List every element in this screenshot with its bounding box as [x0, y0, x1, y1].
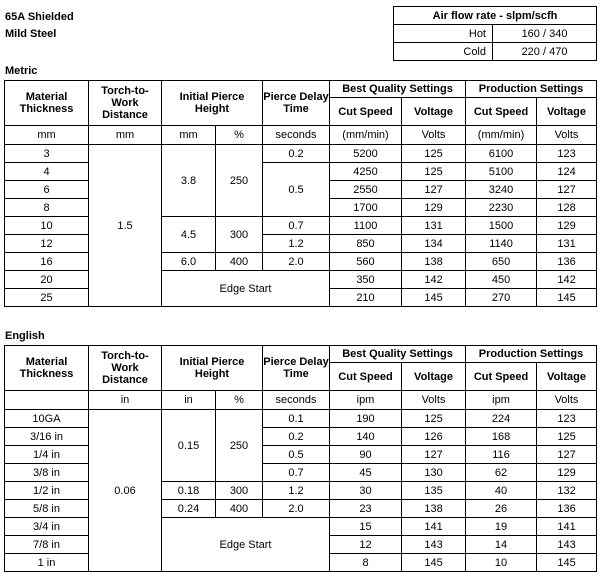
col-p-voltage: Voltage	[537, 363, 597, 391]
thickness-cell: 10GA	[5, 410, 89, 428]
bq-voltage-cell: 129	[402, 199, 466, 217]
unit-pierce: mm	[162, 126, 216, 145]
bq-voltage-cell: 131	[402, 217, 466, 235]
pierce-pct-cell: 400	[216, 253, 263, 271]
delay-cell: 2.0	[263, 253, 330, 271]
p-speed-cell: 168	[466, 428, 537, 446]
p-speed-cell: 450	[466, 271, 537, 289]
bq-speed-cell: 210	[330, 289, 402, 307]
thickness-cell: 3	[5, 145, 89, 163]
p-speed-cell: 62	[466, 464, 537, 482]
bq-voltage-cell: 143	[402, 536, 466, 554]
pierce-height-cell: 0.18	[162, 482, 216, 500]
bq-speed-cell: 45	[330, 464, 402, 482]
metric-section-label: Metric	[5, 65, 38, 77]
col-p-cut-speed: Cut Speed	[466, 363, 537, 391]
p-speed-cell: 1140	[466, 235, 537, 253]
unit-delay: seconds	[263, 391, 330, 410]
unit-pierce: in	[162, 391, 216, 410]
p-voltage-cell: 129	[537, 464, 597, 482]
unit-delay: seconds	[263, 126, 330, 145]
metric-table	[4, 80, 597, 307]
bq-voltage-cell: 145	[402, 554, 466, 572]
table-row	[5, 410, 597, 428]
bq-voltage-cell: 135	[402, 482, 466, 500]
unit-p-speed: ipm	[466, 391, 537, 410]
unit-pct: %	[216, 126, 263, 145]
p-voltage-cell: 143	[537, 536, 597, 554]
col-torch-to-work: Torch-to-Work Distance	[89, 346, 162, 391]
col-best-quality: Best Quality Settings	[330, 81, 466, 98]
thickness-cell: 7/8 in	[5, 536, 89, 554]
p-voltage-cell: 123	[537, 145, 597, 163]
unit-bq-speed: ipm	[330, 391, 402, 410]
p-speed-cell: 3240	[466, 181, 537, 199]
pierce-pct-cell: 400	[216, 500, 263, 518]
p-voltage-cell: 125	[537, 428, 597, 446]
bq-speed-cell: 15	[330, 518, 402, 536]
p-speed-cell: 224	[466, 410, 537, 428]
airflow-table	[393, 6, 597, 61]
edge-start-cell: Edge Start	[162, 518, 330, 572]
col-p-voltage: Voltage	[537, 98, 597, 126]
pierce-height-cell: 4.5	[162, 217, 216, 253]
delay-cell: 1.2	[263, 235, 330, 253]
airflow-hot-value: 160 / 340	[493, 25, 597, 43]
unit-p-voltage: Volts	[537, 126, 597, 145]
unit-p-voltage: Volts	[537, 391, 597, 410]
p-speed-cell: 19	[466, 518, 537, 536]
thickness-cell: 1 in	[5, 554, 89, 572]
col-p-cut-speed: Cut Speed	[466, 98, 537, 126]
p-speed-cell: 1500	[466, 217, 537, 235]
pierce-height-cell: 6.0	[162, 253, 216, 271]
bq-speed-cell: 8	[330, 554, 402, 572]
bq-speed-cell: 4250	[330, 163, 402, 181]
p-speed-cell: 26	[466, 500, 537, 518]
unit-bq-voltage: Volts	[402, 126, 466, 145]
delay-cell: 0.5	[263, 163, 330, 217]
bq-voltage-cell: 125	[402, 163, 466, 181]
thickness-cell: 3/16 in	[5, 428, 89, 446]
unit-thickness: mm	[5, 126, 89, 145]
bq-voltage-cell: 126	[402, 428, 466, 446]
p-speed-cell: 14	[466, 536, 537, 554]
pierce-pct-cell: 250	[216, 145, 263, 217]
bq-speed-cell: 850	[330, 235, 402, 253]
p-voltage-cell: 142	[537, 271, 597, 289]
bq-voltage-cell: 125	[402, 410, 466, 428]
bq-voltage-cell: 127	[402, 181, 466, 199]
bq-speed-cell: 190	[330, 410, 402, 428]
pierce-height-cell: 0.15	[162, 410, 216, 482]
p-voltage-cell: 136	[537, 253, 597, 271]
p-voltage-cell: 145	[537, 554, 597, 572]
p-voltage-cell: 127	[537, 446, 597, 464]
table-row	[5, 145, 597, 163]
torch-distance-cell: 1.5	[89, 145, 162, 307]
bq-voltage-cell: 127	[402, 446, 466, 464]
bq-voltage-cell: 145	[402, 289, 466, 307]
bq-speed-cell: 12	[330, 536, 402, 554]
delay-cell: 0.7	[263, 464, 330, 482]
airflow-cold-value: 220 / 470	[493, 43, 597, 61]
thickness-cell: 5/8 in	[5, 500, 89, 518]
col-production: Production Settings	[466, 81, 597, 98]
col-bq-voltage: Voltage	[402, 363, 466, 391]
english-section-label: English	[5, 330, 45, 342]
col-pierce-delay: Pierce Delay Time	[263, 346, 330, 391]
bq-speed-cell: 350	[330, 271, 402, 289]
p-speed-cell: 10	[466, 554, 537, 572]
delay-cell: 0.1	[263, 410, 330, 428]
airflow-title: Air flow rate - slpm/scfh	[394, 7, 597, 25]
col-best-quality: Best Quality Settings	[330, 346, 466, 363]
edge-start-cell: Edge Start	[162, 271, 330, 307]
process-title: 65A Shielded	[5, 11, 74, 23]
thickness-cell: 3/8 in	[5, 464, 89, 482]
delay-cell: 1.2	[263, 482, 330, 500]
thickness-cell: 3/4 in	[5, 518, 89, 536]
unit-p-speed: (mm/min)	[466, 126, 537, 145]
bq-voltage-cell: 142	[402, 271, 466, 289]
p-voltage-cell: 131	[537, 235, 597, 253]
p-speed-cell: 270	[466, 289, 537, 307]
p-voltage-cell: 124	[537, 163, 597, 181]
thickness-cell: 16	[5, 253, 89, 271]
thickness-cell: 12	[5, 235, 89, 253]
thickness-cell: 6	[5, 181, 89, 199]
delay-cell: 0.7	[263, 217, 330, 235]
col-production: Production Settings	[466, 346, 597, 363]
col-pierce-delay: Pierce Delay Time	[263, 81, 330, 126]
bq-speed-cell: 1100	[330, 217, 402, 235]
pierce-pct-cell: 250	[216, 410, 263, 482]
thickness-cell: 4	[5, 163, 89, 181]
col-torch-to-work: Torch-to-Work Distance	[89, 81, 162, 126]
pierce-pct-cell: 300	[216, 217, 263, 253]
bq-voltage-cell: 141	[402, 518, 466, 536]
bq-speed-cell: 30	[330, 482, 402, 500]
p-speed-cell: 650	[466, 253, 537, 271]
material-label: Mild Steel	[5, 28, 57, 40]
bq-speed-cell: 2550	[330, 181, 402, 199]
p-speed-cell: 40	[466, 482, 537, 500]
col-bq-cut-speed: Cut Speed	[330, 363, 402, 391]
p-voltage-cell: 141	[537, 518, 597, 536]
p-voltage-cell: 128	[537, 199, 597, 217]
unit-pct: %	[216, 391, 263, 410]
pierce-height-cell: 3.8	[162, 145, 216, 217]
bq-speed-cell: 560	[330, 253, 402, 271]
airflow-hot-label: Hot	[394, 25, 493, 43]
bq-speed-cell: 140	[330, 428, 402, 446]
col-bq-cut-speed: Cut Speed	[330, 98, 402, 126]
p-voltage-cell: 129	[537, 217, 597, 235]
bq-voltage-cell: 134	[402, 235, 466, 253]
unit-torch: mm	[89, 126, 162, 145]
thickness-cell: 8	[5, 199, 89, 217]
bq-speed-cell: 90	[330, 446, 402, 464]
p-speed-cell: 6100	[466, 145, 537, 163]
col-initial-pierce: Initial Pierce Height	[162, 81, 263, 126]
p-voltage-cell: 123	[537, 410, 597, 428]
col-initial-pierce: Initial Pierce Height	[162, 346, 263, 391]
delay-cell: 0.2	[263, 145, 330, 163]
thickness-cell: 1/2 in	[5, 482, 89, 500]
airflow-cold-label: Cold	[394, 43, 493, 61]
bq-voltage-cell: 138	[402, 500, 466, 518]
p-speed-cell: 2230	[466, 199, 537, 217]
thickness-cell: 1/4 in	[5, 446, 89, 464]
p-speed-cell: 5100	[466, 163, 537, 181]
col-material-thickness: Material Thickness	[5, 346, 89, 391]
bq-voltage-cell: 130	[402, 464, 466, 482]
p-voltage-cell: 132	[537, 482, 597, 500]
bq-speed-cell: 5200	[330, 145, 402, 163]
thickness-cell: 10	[5, 217, 89, 235]
delay-cell: 0.2	[263, 428, 330, 446]
pierce-pct-cell: 300	[216, 482, 263, 500]
col-bq-voltage: Voltage	[402, 98, 466, 126]
delay-cell: 0.5	[263, 446, 330, 464]
bq-speed-cell: 23	[330, 500, 402, 518]
bq-voltage-cell: 125	[402, 145, 466, 163]
english-table	[4, 345, 597, 572]
unit-bq-speed: (mm/min)	[330, 126, 402, 145]
bq-voltage-cell: 138	[402, 253, 466, 271]
p-voltage-cell: 127	[537, 181, 597, 199]
thickness-cell: 25	[5, 289, 89, 307]
torch-distance-cell: 0.06	[89, 410, 162, 572]
p-voltage-cell: 136	[537, 500, 597, 518]
p-speed-cell: 116	[466, 446, 537, 464]
col-material-thickness: Material Thickness	[5, 81, 89, 126]
p-voltage-cell: 145	[537, 289, 597, 307]
unit-torch: in	[89, 391, 162, 410]
pierce-height-cell: 0.24	[162, 500, 216, 518]
unit-thickness	[5, 391, 89, 410]
thickness-cell: 20	[5, 271, 89, 289]
bq-speed-cell: 1700	[330, 199, 402, 217]
delay-cell: 2.0	[263, 500, 330, 518]
unit-bq-voltage: Volts	[402, 391, 466, 410]
